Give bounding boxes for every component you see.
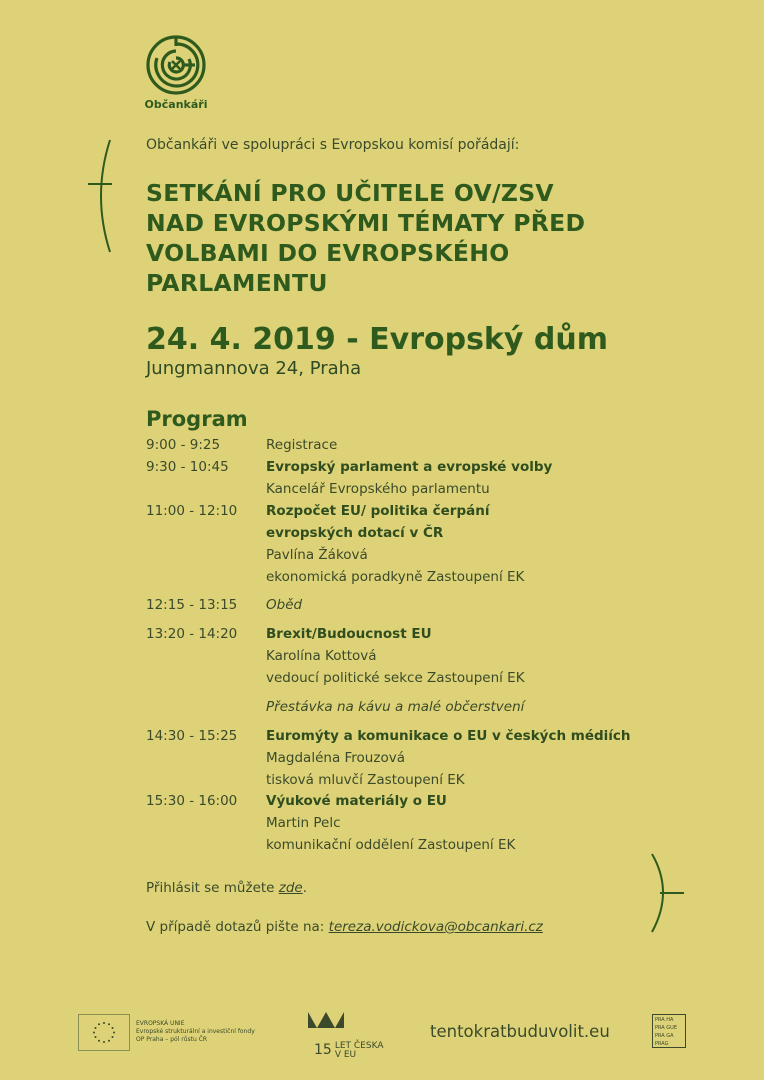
crown-icon [308, 1012, 344, 1028]
eu-line: EVROPSKÁ UNIE [136, 1020, 185, 1027]
program-speaker-role: vedoucí politické sekce Zastoupení EK [266, 670, 525, 686]
ceska-line: V EU [334, 1050, 357, 1060]
signup-end: . [302, 880, 308, 896]
program-topic: evropských dotací v ČR [266, 525, 444, 541]
program-speaker-role: ekonomická poradkyně Zastoupení EK [266, 569, 525, 585]
program-speaker-role: tisková mluvčí Zastoupení EK [266, 772, 465, 788]
program-break: Přestávka na kávu a malé občerstvení [266, 699, 525, 715]
eu-line: OP Praha – pól růstu ČR [136, 1036, 208, 1043]
obcankari-logo [144, 34, 208, 114]
intro-text: Občankáři ve spolupráci s Evropskou komisí pořádají: [146, 137, 520, 153]
program-heading: Program [146, 407, 248, 431]
program-speaker-role: komunikační oddělení Zastoupení EK [266, 837, 516, 853]
program-speaker: Martin Pelc [266, 815, 341, 831]
title-line: SETKÁNÍ PRO UČITELE OV/ZSV [146, 179, 554, 207]
eu-text [136, 1020, 255, 1044]
signup-line [146, 880, 307, 896]
signup-link[interactable]: zde [278, 880, 303, 896]
program-time: 14:30 - 15:25 [146, 728, 238, 744]
praha-line: PRA GA [655, 1033, 674, 1039]
title-line: PARLAMENTU [146, 269, 328, 297]
program-topic: Výukové materiály o EU [266, 793, 447, 809]
program-time: 9:30 - 10:45 [146, 459, 229, 475]
eu-stars-icon [79, 1015, 129, 1050]
program-text: Registrace [266, 437, 338, 453]
program-speaker: Magdaléna Frouzová [266, 750, 405, 766]
program-break: Oběd [266, 597, 303, 613]
title-line: NAD EVROPSKÝMI TÉMATY PŘED [146, 209, 586, 237]
program-topic: Brexit/Budoucnost EU [266, 626, 432, 642]
program-speaker: Pavlína Žáková [266, 547, 368, 563]
program-topic: Evropský parlament a evropské volby [266, 459, 553, 475]
ceska-logo [306, 1012, 384, 1060]
program-time: 12:15 - 13:15 [146, 597, 238, 613]
program-time: 11:00 - 12:10 [146, 503, 238, 519]
eu-line: Evropské strukturální a investiční fondy [136, 1028, 255, 1035]
right-bracket-decoration [640, 852, 690, 934]
program-topic: Euromýty a komunikace o EU v českých médiích [266, 728, 631, 744]
website-link[interactable]: tentokratbuduvolit.eu [430, 1022, 610, 1041]
program-speaker: Karolína Kottová [266, 648, 377, 664]
program-topic: Rozpočet EU/ politika čerpání [266, 503, 490, 519]
program-time: 15:30 - 16:00 [146, 793, 238, 809]
contact-line [146, 919, 543, 935]
praha-line: PRAG [655, 1041, 669, 1047]
program-speaker: Kancelář Evropského parlamentu [266, 481, 490, 497]
maze-logo-icon [145, 34, 207, 96]
ceska-number: 15 [314, 1042, 332, 1058]
contact-text: V případě dotazů pište na: [146, 919, 329, 935]
title-line: VOLBAMI DO EVROPSKÉHO [146, 239, 510, 267]
program-time: 13:20 - 14:20 [146, 626, 238, 642]
ceska-line: LET ČESKA [334, 1041, 384, 1051]
praha-line: PRA GUE [655, 1025, 677, 1031]
program-time: 9:00 - 9:25 [146, 437, 221, 453]
praha-logo [652, 1014, 686, 1048]
org-name: Občankáři [144, 98, 208, 111]
signup-text: Přihlásit se můžete [146, 880, 279, 896]
event-title [146, 178, 626, 298]
contact-email-link[interactable]: tereza.vodickova@obcankari.cz [328, 919, 543, 935]
eu-flag [78, 1014, 130, 1051]
left-bracket-decoration [84, 136, 128, 256]
event-date: 24. 4. 2019 - Evropský dům [146, 322, 608, 357]
event-address: Jungmannova 24, Praha [146, 358, 362, 379]
praha-line: PRA HA [655, 1017, 674, 1023]
